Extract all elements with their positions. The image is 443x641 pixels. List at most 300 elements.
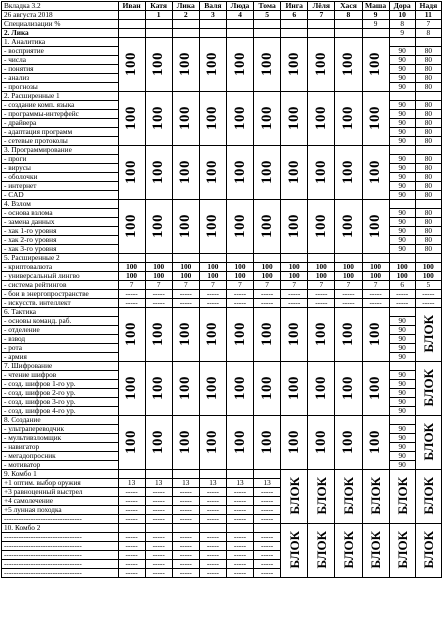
blok-label: БЛОК [394, 476, 410, 515]
column-header-name: Лика [172, 2, 199, 11]
vertical-value: 100 [339, 213, 356, 238]
vertical-value: 100 [150, 213, 167, 238]
section-title-row [2, 38, 442, 47]
value-block [118, 362, 145, 416]
value-cell: ----- [199, 506, 226, 515]
value-cell: 90 [389, 182, 415, 191]
column-number [118, 11, 145, 20]
spec-value [118, 29, 145, 38]
vertical-value: 100 [312, 213, 329, 238]
vertical-value: 100 [123, 213, 140, 238]
value-cell: 7 [362, 281, 389, 290]
blok-block [362, 524, 389, 578]
vertical-value: 100 [312, 375, 329, 400]
value-cell: ----- [172, 488, 199, 497]
value-cell [254, 470, 281, 479]
value-cell: ----- [172, 506, 199, 515]
value-cell: 80 [415, 236, 441, 245]
value-cell: 7 [172, 281, 199, 290]
section-title: 1. Аналитика [2, 38, 119, 47]
skill-label: - созд. шифров 2-го ур. [2, 389, 119, 398]
value-cell: ----- [118, 533, 145, 542]
value-cell: 100 [254, 272, 281, 281]
value-block [281, 146, 308, 200]
value-cell: ----- [199, 299, 226, 308]
value-cell: 90 [389, 137, 415, 146]
vertical-value: 100 [150, 321, 167, 346]
value-cell: 90 [389, 380, 415, 389]
value-cell: ----- [254, 551, 281, 560]
value-cell: 90 [389, 443, 415, 452]
value-cell: ----- [254, 488, 281, 497]
value-block [335, 362, 362, 416]
vertical-value: 100 [285, 159, 302, 184]
value-cell: 90 [389, 326, 415, 335]
blok-label: БЛОК [368, 476, 384, 515]
vertical-value: 100 [204, 51, 221, 76]
value-cell: ----- [199, 542, 226, 551]
value-cell: ----- [145, 497, 172, 506]
vertical-value: 100 [339, 159, 356, 184]
value-cell [389, 416, 415, 425]
column-number: 3 [199, 11, 226, 20]
vertical-value: 100 [285, 105, 302, 130]
vertical-value: 100 [312, 321, 329, 346]
value-block [172, 362, 199, 416]
vertical-value: 100 [339, 321, 356, 346]
section-title-row [2, 416, 442, 425]
value-block [362, 38, 389, 92]
section-title-row [2, 470, 442, 479]
value-cell: ----- [254, 542, 281, 551]
vertical-value: 100 [367, 105, 384, 130]
column-header-name: Инга [281, 2, 308, 11]
skill-label: - мультивзломщик [2, 434, 119, 443]
blok-block [415, 362, 441, 416]
value-cell: ----- [172, 533, 199, 542]
value-cell: ----- [362, 299, 389, 308]
value-cell: 90 [389, 47, 415, 56]
value-block [335, 92, 362, 146]
table-row [2, 299, 442, 308]
value-block [199, 200, 226, 254]
skill-label: +1 оптим. выбор оружия [2, 479, 119, 488]
column-number: 8 [335, 11, 362, 20]
skill-label: -------------------------------- [2, 533, 119, 542]
table-row [2, 263, 442, 272]
value-block [172, 200, 199, 254]
skill-label: -------------------------------- [2, 515, 119, 524]
blok-label: БЛОК [313, 530, 329, 569]
skill-label: - замена данных [2, 218, 119, 227]
value-cell: 90 [389, 119, 415, 128]
value-cell: 13 [172, 479, 199, 488]
value-cell [281, 254, 308, 263]
value-cell: 90 [389, 110, 415, 119]
spec-value [308, 20, 335, 29]
value-block [226, 362, 253, 416]
value-cell: 100 [226, 263, 253, 272]
column-number: 9 [362, 11, 389, 20]
spec-value [145, 29, 172, 38]
section-title: 9. Комбо 1 [2, 470, 119, 479]
table-row [2, 290, 442, 299]
value-cell: 90 [389, 236, 415, 245]
value-cell: ----- [362, 290, 389, 299]
section-title-row [2, 308, 442, 317]
value-cell: 90 [389, 245, 415, 254]
blok-label: БЛОК [420, 368, 436, 407]
value-cell: ----- [172, 497, 199, 506]
value-cell [226, 254, 253, 263]
value-cell: ----- [118, 551, 145, 560]
column-header-name: Люда [226, 2, 253, 11]
value-cell [415, 92, 441, 101]
value-block [281, 38, 308, 92]
value-cell [415, 38, 441, 47]
value-cell: 7 [226, 281, 253, 290]
value-cell: 100 [145, 272, 172, 281]
skill-label: - бои в энергопространстве [2, 290, 119, 299]
value-cell: ----- [254, 569, 281, 578]
skill-label: - CAD [2, 191, 119, 200]
vertical-value: 100 [177, 213, 194, 238]
value-cell: ----- [199, 560, 226, 569]
vertical-value: 100 [231, 159, 248, 184]
vertical-value: 100 [123, 375, 140, 400]
value-cell [254, 524, 281, 533]
skill-label: - основы команд. раб. [2, 317, 119, 326]
skill-label: - хак 3-го уровня [2, 245, 119, 254]
column-header-name: Валя [199, 2, 226, 11]
value-cell [199, 254, 226, 263]
value-cell: 100 [199, 263, 226, 272]
section-title: 7. Шифрование [2, 362, 119, 371]
value-cell: 90 [389, 218, 415, 227]
value-cell: ----- [145, 506, 172, 515]
value-block [308, 92, 335, 146]
value-cell: 100 [254, 263, 281, 272]
value-cell: 90 [389, 389, 415, 398]
value-block [362, 416, 389, 470]
value-cell [172, 254, 199, 263]
blok-block [308, 524, 335, 578]
vertical-value: 100 [367, 375, 384, 400]
header-row-names [2, 2, 442, 11]
value-cell: 90 [389, 173, 415, 182]
value-block [226, 416, 253, 470]
value-block [172, 146, 199, 200]
value-cell [254, 254, 281, 263]
value-cell [226, 524, 253, 533]
value-cell: 80 [415, 182, 441, 191]
value-cell: ----- [172, 542, 199, 551]
blok-label: БЛОК [394, 530, 410, 569]
blok-block [415, 308, 441, 362]
value-block [281, 92, 308, 146]
value-block [362, 362, 389, 416]
value-cell: ----- [199, 533, 226, 542]
vertical-value: 100 [231, 105, 248, 130]
section-title: 2. Расширенные 1 [2, 92, 119, 101]
vertical-value: 100 [258, 429, 275, 454]
spec-value [335, 29, 362, 38]
skill-label: -------------------------------- [2, 542, 119, 551]
value-block [226, 200, 253, 254]
tab-title: Вкладка 3.2 [2, 2, 119, 11]
skill-label: - созд. шифров 3-го ур. [2, 398, 119, 407]
value-cell: ----- [145, 542, 172, 551]
skill-label: - взвод [2, 335, 119, 344]
value-cell [199, 524, 226, 533]
column-number: 2 [172, 11, 199, 20]
section-title-row [2, 146, 442, 155]
value-cell: ----- [335, 299, 362, 308]
value-block [199, 92, 226, 146]
vertical-value: 100 [150, 105, 167, 130]
value-cell: ----- [118, 515, 145, 524]
skill-label: - хак 2-го уровня [2, 236, 119, 245]
value-cell: 90 [389, 434, 415, 443]
table-row [2, 281, 442, 290]
value-block [118, 146, 145, 200]
value-cell: ----- [308, 290, 335, 299]
value-block [281, 200, 308, 254]
value-block [254, 200, 281, 254]
column-header-name: Маша [362, 2, 389, 11]
value-cell [389, 200, 415, 209]
value-cell: ----- [389, 290, 415, 299]
value-cell: 100 [145, 263, 172, 272]
value-cell: ----- [226, 290, 253, 299]
column-number: 4 [226, 11, 253, 20]
value-block [199, 416, 226, 470]
section-title: 6. Тактика [2, 308, 119, 317]
value-block [145, 308, 172, 362]
column-header-name: Хася [335, 2, 362, 11]
section-title: 5. Расширенные 2 [2, 254, 119, 263]
vertical-value: 100 [123, 429, 140, 454]
blok-block [335, 470, 362, 524]
value-block [308, 362, 335, 416]
value-cell: 13 [145, 479, 172, 488]
value-cell: ----- [172, 569, 199, 578]
value-cell: 80 [415, 65, 441, 74]
value-cell: 13 [118, 479, 145, 488]
value-cell: ----- [172, 290, 199, 299]
value-cell: 100 [172, 272, 199, 281]
value-cell: 100 [118, 272, 145, 281]
value-cell: 90 [389, 164, 415, 173]
vertical-value: 100 [231, 375, 248, 400]
skill-label: - чтение шифров [2, 371, 119, 380]
blok-block [362, 470, 389, 524]
value-cell: ----- [226, 533, 253, 542]
blok-label: БЛОК [420, 314, 436, 353]
value-cell [415, 146, 441, 155]
value-block [172, 38, 199, 92]
column-header-name: Дора [389, 2, 415, 11]
value-cell: ----- [118, 542, 145, 551]
value-cell: 90 [389, 371, 415, 380]
value-cell [389, 254, 415, 263]
value-block [118, 92, 145, 146]
vertical-value: 100 [150, 375, 167, 400]
value-cell: 90 [389, 344, 415, 353]
section-title: 8. Создание [2, 416, 119, 425]
skill-label: - драйвера [2, 119, 119, 128]
skill-label: - адаптация программ [2, 128, 119, 137]
value-cell: 100 [335, 263, 362, 272]
value-block [254, 308, 281, 362]
value-block [335, 146, 362, 200]
skill-label: - вирусы [2, 164, 119, 173]
value-block [199, 308, 226, 362]
table-row [2, 272, 442, 281]
blok-label: БЛОК [286, 530, 302, 569]
skill-label: - создание комп. языка [2, 101, 119, 110]
skill-label: - искусств. интеллект [2, 299, 119, 308]
blok-label: БЛОК [340, 476, 356, 515]
value-cell: ----- [118, 497, 145, 506]
value-cell: 90 [389, 398, 415, 407]
value-cell: 80 [415, 191, 441, 200]
vertical-value: 100 [367, 213, 384, 238]
value-cell [199, 470, 226, 479]
value-cell: ----- [172, 560, 199, 569]
value-cell [415, 254, 441, 263]
value-cell: ----- [145, 290, 172, 299]
spec-label: Специализации % [2, 20, 119, 29]
column-header-name: Тома [254, 2, 281, 11]
value-cell: ----- [389, 299, 415, 308]
header-row-date [2, 11, 442, 20]
blok-block [389, 470, 415, 524]
vertical-value: 100 [150, 159, 167, 184]
value-cell: 13 [226, 479, 253, 488]
value-block [226, 308, 253, 362]
skill-label: - проги [2, 155, 119, 164]
value-cell: 7 [254, 281, 281, 290]
value-cell: ----- [226, 488, 253, 497]
value-cell: 100 [362, 263, 389, 272]
column-number: 11 [415, 11, 441, 20]
value-cell: 80 [415, 227, 441, 236]
vertical-value: 100 [312, 105, 329, 130]
skill-label: - оболочки [2, 173, 119, 182]
skill-label: - навигатор [2, 443, 119, 452]
skill-label: -------------------------------- [2, 560, 119, 569]
blok-block [308, 470, 335, 524]
spec-value [172, 20, 199, 29]
value-cell: 80 [415, 101, 441, 110]
value-block [145, 92, 172, 146]
vertical-value: 100 [231, 213, 248, 238]
blok-label: БЛОК [420, 530, 436, 569]
vertical-value: 100 [258, 105, 275, 130]
spec-value [226, 29, 253, 38]
spec-value [281, 20, 308, 29]
value-cell: ----- [254, 515, 281, 524]
value-cell: ----- [172, 551, 199, 560]
value-block [335, 308, 362, 362]
value-block [226, 92, 253, 146]
vertical-value: 100 [204, 213, 221, 238]
value-cell: ----- [118, 299, 145, 308]
skill-label: - созд. шифров 4-го ур. [2, 407, 119, 416]
value-cell: ----- [254, 497, 281, 506]
value-cell: 90 [389, 227, 415, 236]
column-header-name: Надя [415, 2, 441, 11]
vertical-value: 100 [258, 321, 275, 346]
skill-label: - мегадопросник [2, 452, 119, 461]
value-block [254, 146, 281, 200]
value-cell: 80 [415, 56, 441, 65]
vertical-value: 100 [177, 159, 194, 184]
value-block [145, 362, 172, 416]
skill-label: +5 лунная походка [2, 506, 119, 515]
vertical-value: 100 [339, 375, 356, 400]
vertical-value: 100 [204, 105, 221, 130]
vertical-value: 100 [367, 321, 384, 346]
value-cell: 80 [415, 137, 441, 146]
column-number: 1 [145, 11, 172, 20]
value-cell: ----- [254, 533, 281, 542]
value-cell: ----- [199, 515, 226, 524]
value-cell: 90 [389, 83, 415, 92]
blok-block [335, 524, 362, 578]
value-block [281, 416, 308, 470]
section-title: 3. Программирование [2, 146, 119, 155]
value-block [254, 38, 281, 92]
section-title-row [2, 524, 442, 533]
value-cell: ----- [281, 299, 308, 308]
vertical-value: 100 [312, 159, 329, 184]
skill-label: - армия [2, 353, 119, 362]
value-cell [145, 524, 172, 533]
value-cell: ----- [118, 506, 145, 515]
value-cell [389, 146, 415, 155]
skill-label: - рота [2, 344, 119, 353]
blok-label: БЛОК [420, 422, 436, 461]
value-cell: ----- [226, 569, 253, 578]
vertical-value: 100 [177, 375, 194, 400]
value-block [226, 38, 253, 92]
value-cell: 7 [118, 281, 145, 290]
vertical-value: 100 [285, 51, 302, 76]
vertical-value: 100 [258, 213, 275, 238]
vertical-value: 100 [231, 51, 248, 76]
vertical-value: 100 [258, 51, 275, 76]
value-cell: ----- [308, 299, 335, 308]
value-cell: ----- [118, 569, 145, 578]
column-number: 10 [389, 11, 415, 20]
vertical-value: 100 [231, 321, 248, 346]
section-title-row [2, 362, 442, 371]
value-block [308, 38, 335, 92]
vertical-value: 100 [177, 105, 194, 130]
skill-label: -------------------------------- [2, 569, 119, 578]
skills-table [1, 1, 442, 578]
value-cell: ----- [281, 290, 308, 299]
blok-label: БЛОК [340, 530, 356, 569]
value-block [145, 200, 172, 254]
spec-value: 7 [415, 20, 441, 29]
vertical-value: 100 [177, 321, 194, 346]
vertical-value: 100 [285, 321, 302, 346]
value-block [281, 308, 308, 362]
value-cell: 13 [254, 479, 281, 488]
